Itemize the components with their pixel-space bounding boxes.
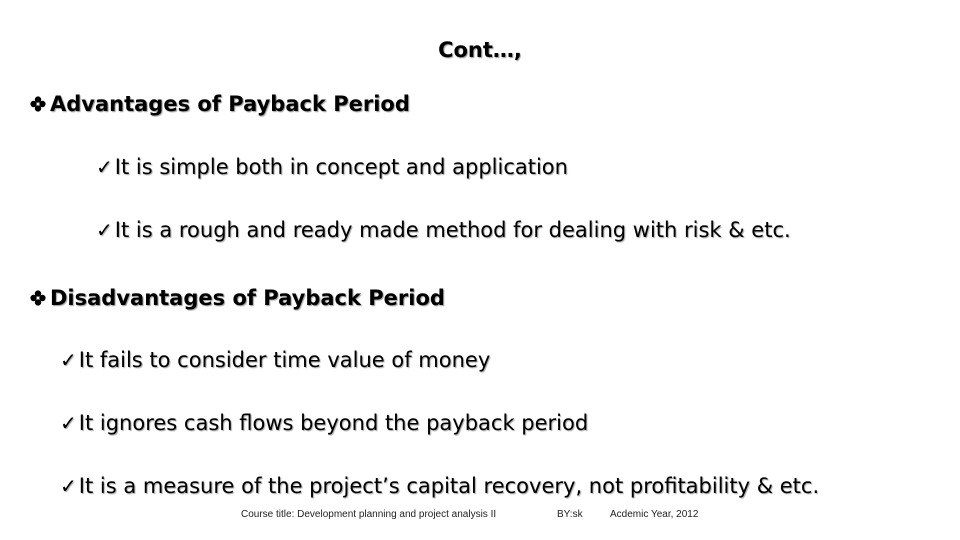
advantages-heading xyxy=(30,92,410,116)
advantage-item-text: It is simple both in concept and application xyxy=(114,155,568,179)
disadvantage-item-text: It ignores cash flows beyond the payback period xyxy=(78,411,589,435)
advantage-item xyxy=(96,155,568,179)
disadvantage-item xyxy=(60,474,819,498)
advantage-item-text: It is a rough and ready made method for dealing with risk & etc. xyxy=(114,218,791,242)
footer-course-title: Course title: Development planning and project analysis II xyxy=(241,509,497,520)
slide-title xyxy=(0,38,960,62)
check-icon: ✓ xyxy=(60,474,77,498)
check-icon: ✓ xyxy=(96,155,113,179)
advantage-item xyxy=(96,218,791,242)
disadvantage-item-text: It fails to consider time value of money xyxy=(78,348,491,372)
check-icon: ✓ xyxy=(60,411,77,435)
check-icon: ✓ xyxy=(60,348,77,372)
footer-author: BY:sk xyxy=(557,509,583,520)
disadvantages-heading xyxy=(30,286,445,310)
disadvantage-item-text: It is a measure of the project’s capital recovery, not profitability & etc. xyxy=(78,474,820,498)
diamond-bullet-icon xyxy=(30,96,46,112)
advantages-heading-text: Advantages of Payback Period xyxy=(50,92,410,116)
check-icon: ✓ xyxy=(96,218,113,242)
footer-academic-year: Acdemic Year, 2012 xyxy=(610,509,699,520)
disadvantage-item xyxy=(60,348,490,372)
diamond-bullet-icon xyxy=(30,290,46,306)
disadvantage-item xyxy=(60,411,588,435)
slide-title-text: Cont…, xyxy=(438,38,522,62)
disadvantages-heading-text: Disadvantages of Payback Period xyxy=(50,286,445,310)
